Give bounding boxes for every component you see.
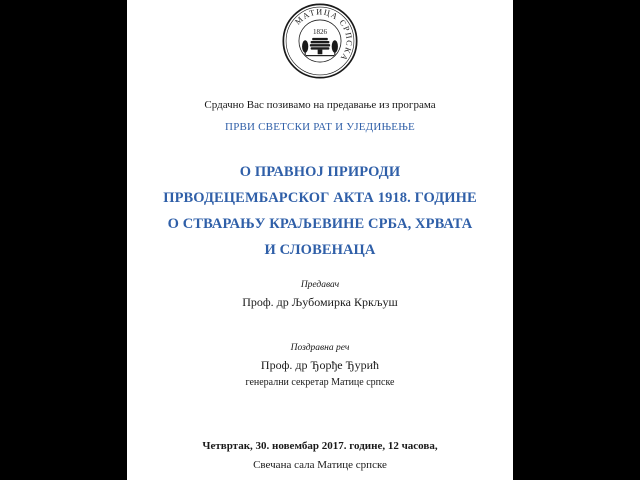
program-name: ПРВИ СВЕТСКИ РАТ И УЈЕДИЊЕЊЕ [225, 121, 415, 133]
lecture-title-line-3: О СТВАРАЊУ КРАЉЕВИНЕ СРБА, ХРВАТА [167, 216, 473, 232]
lecturer-label: Предавач [300, 280, 340, 290]
greeting-speaker-role: генерални секретар Матице српске [245, 377, 395, 388]
greeting-label: Поздравна реч [290, 343, 350, 353]
invitation-text: Срдачно Вас позивамо на предавање из програма [204, 99, 436, 111]
event-datetime: Четвртак, 30. новембар 2017. године, 12 часова, [202, 440, 438, 452]
event-venue: Свечана сала Матице српске [253, 459, 387, 471]
beehive-emblem-icon [302, 38, 338, 56]
lecture-title-line-4: И СЛОВЕНАЦА [264, 242, 376, 258]
lecture-title-line-2: ПРВОДЕЦЕМБАРСКОГ АКТА 1918. ГОДИНЕ [163, 190, 477, 206]
lecturer-name: Проф. др Љубомирка Кркљуш [242, 295, 398, 309]
greeting-speaker-name: Проф. др Ђорђе Ђурић [260, 358, 380, 372]
matica-srpska-seal-logo [281, 2, 359, 80]
lecture-title-line-1: О ПРАВНОЈ ПРИРОДИ [239, 164, 401, 180]
seal-year: 1826 [313, 27, 327, 36]
invitation-page [127, 0, 513, 480]
seal-ring-text: МАТИЦА СРПСКА [293, 7, 354, 64]
